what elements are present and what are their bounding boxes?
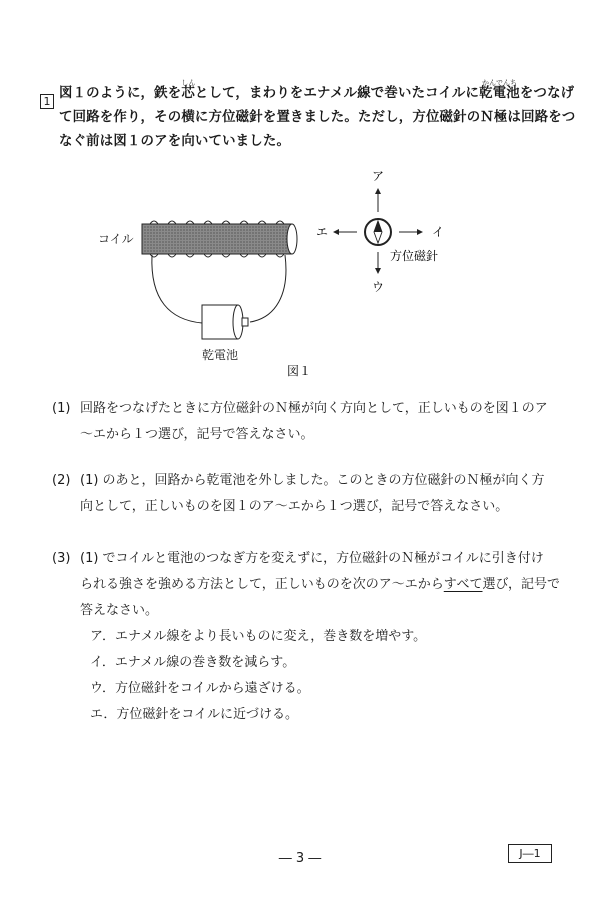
subquestion-number: (3): [52, 551, 71, 566]
subquestion-1: [52, 396, 562, 448]
intro-line-3: なぐ前は図１のアを向いていました。: [59, 134, 291, 149]
option-u: ウ．方位磁針をコイルから遠ざける。: [90, 681, 310, 696]
intro-text-1b: として，まわりをエナメル線で巻いたコイルに: [194, 86, 480, 101]
subquestion-text: (1) でコイルと電池のつなぎ方を変えずに，方位磁針のＮ極がコイルに引き付け: [80, 551, 544, 566]
battery: [202, 305, 248, 339]
option-e: エ．方位磁針をコイルに近づける。: [90, 707, 299, 722]
page-code: J―1: [508, 844, 552, 863]
subquestion-2: [52, 468, 562, 520]
ruby-text-kandenchi: かんでんち: [482, 79, 518, 87]
kanji-shin: 芯: [181, 86, 195, 101]
question-number-box: 1: [40, 94, 54, 109]
direction-e: エ: [316, 225, 329, 239]
intro-line-2: て回路を作り，その横に方位磁針を置きました。ただし，方位磁針のＮ極は回路をつ: [59, 110, 576, 125]
subquestion-number: (2): [52, 473, 71, 488]
arrow-down: [375, 252, 381, 274]
direction-u: ウ: [372, 280, 385, 294]
subquestion-number: (1): [52, 401, 71, 416]
direction-i: イ: [432, 225, 445, 239]
subquestion-3: [52, 546, 562, 624]
ruby-text-shin: しん: [181, 79, 196, 87]
wire-right: [250, 255, 286, 322]
page-number: ― 3 ―: [278, 851, 322, 866]
figure-1: [0, 160, 600, 390]
answer-options: [90, 624, 426, 728]
compass: [365, 219, 391, 245]
question-intro: [59, 79, 576, 154]
arrow-right: [399, 229, 423, 235]
figure-caption: 図１: [287, 364, 312, 378]
subquestion-text: (1) のあと，回路から乾電池を外しました。このときの方位磁針のＮ極が向く方: [80, 473, 545, 488]
direction-a: ア: [372, 169, 385, 183]
underlined-subete: すべて: [443, 577, 483, 592]
intro-text-1a: 図１のように，鉄を: [59, 86, 182, 101]
label-compass: 方位磁針: [390, 249, 439, 263]
subquestion-text-a: られる強さを強める方法として，正しいものを次のア～エから: [80, 577, 444, 592]
intro-text-1c: をつなげ: [519, 86, 575, 101]
subquestion-text: 向として，正しいものを図１のア～エから１つ選び，記号で答えなさい。: [80, 499, 509, 514]
coil: [142, 221, 297, 257]
option-i: イ．エナメル線の巻き数を減らす。: [90, 655, 296, 670]
subquestion-text-b: 選び，記号で: [482, 577, 560, 592]
subquestion-text: 答えなさい。: [80, 603, 159, 618]
wire-left: [152, 255, 202, 323]
label-coil: コイル: [98, 232, 134, 246]
subquestion-text: [80, 572, 562, 598]
label-battery: 乾電池: [202, 348, 239, 362]
option-a: ア．エナメル線をより長いものに変え，巻き数を増やす。: [90, 629, 427, 644]
subquestion-text: ～エから１つ選び，記号で答えなさい。: [80, 427, 314, 442]
intro-line-1: [59, 79, 575, 106]
subquestion-text: 回路をつなげたときに方位磁針のＮ極が向く方向として，正しいものを図１のア: [80, 401, 548, 416]
kanji-kandenchi: 乾電池: [479, 86, 520, 101]
ruby-shin: [181, 79, 196, 106]
arrow-left: [333, 229, 357, 235]
ruby-kandenchi: [479, 79, 520, 106]
arrow-up: [375, 188, 381, 212]
